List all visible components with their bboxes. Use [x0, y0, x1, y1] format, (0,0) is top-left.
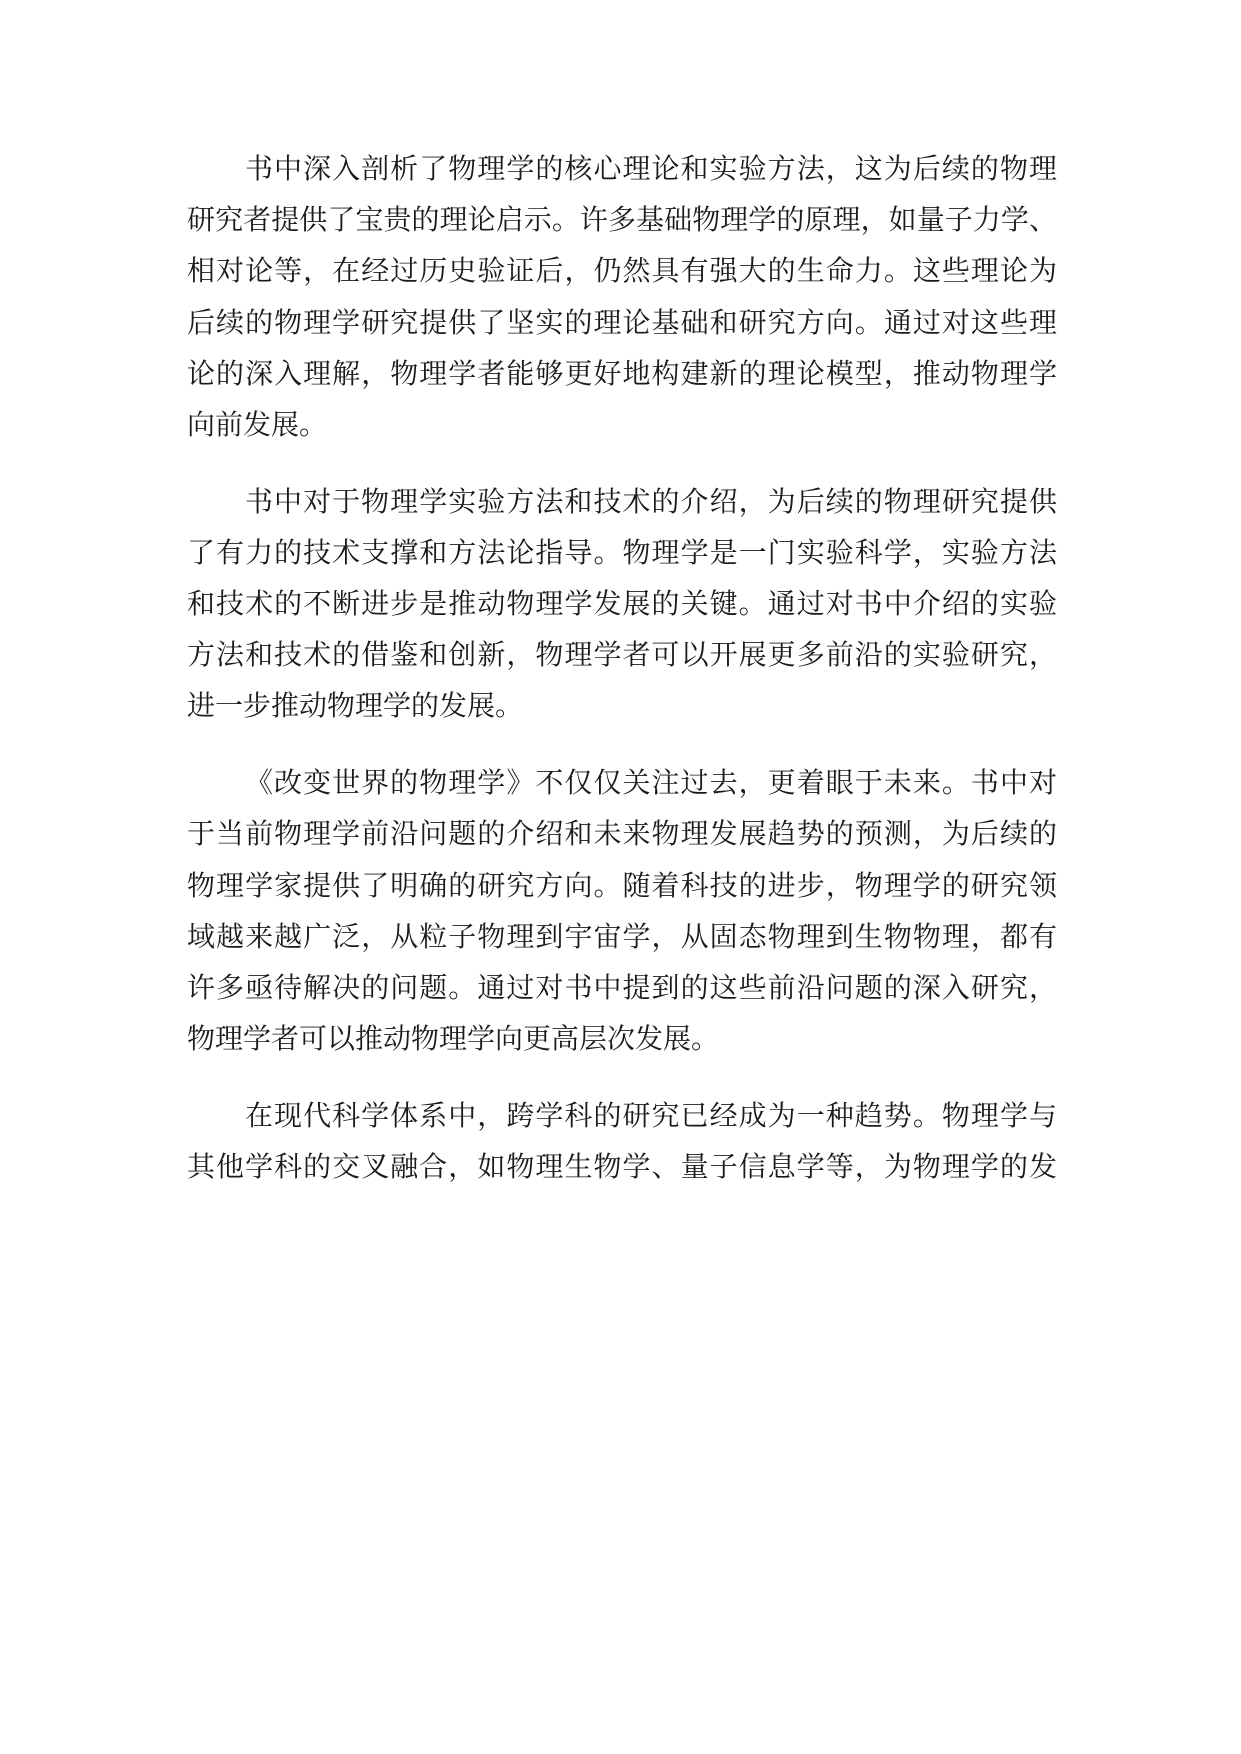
body-text	[187, 143, 1057, 1192]
text-line: 后续的物理学研究提供了坚实的理论基础和研究方向。通过对这些理	[187, 305, 1057, 339]
text-line: 书中深入剖析了物理学的核心理论和实验方法，这为后续的物理	[245, 152, 1057, 185]
text-line: 于当前物理学前沿问题的介绍和未来物理发展趋势的预测，为后续的	[187, 817, 1057, 851]
paragraph-gap	[187, 1064, 1057, 1090]
text-line: 和技术的不断进步是推动物理学发展的关键。通过对书中介绍的实验	[187, 587, 1057, 621]
paragraph-gap	[187, 450, 1057, 476]
text-line: 许多亟待解决的问题。通过对书中提到的这些前沿问题的深入研究，	[187, 971, 1057, 1004]
text-line: 了有力的技术支撑和方法论指导。物理学是一门实验科学，实验方法	[187, 535, 1057, 569]
text-line: 向前发展。	[187, 407, 328, 441]
text-line: 书中对于物理学实验方法和技术的介绍，为后续的物理研究提供	[245, 484, 1057, 518]
text-line: 方法和技术的借鉴和创新，物理学者可以开展更多前沿的实验研究，	[187, 638, 1057, 672]
text-line: 研究者提供了宝贵的理论启示。许多基础物理学的原理，如量子力学、	[187, 203, 1057, 237]
text-line: 在现代科学体系中，跨学科的研究已经成为一种趋势。物理学与	[245, 1098, 1057, 1132]
paragraph-2	[187, 476, 1057, 732]
paragraph-gap	[187, 732, 1057, 758]
text-line: 物理学家提供了明确的研究方向。随着科技的进步，物理学的研究领	[187, 868, 1057, 902]
text-line: 进一步推动物理学的发展。	[187, 689, 524, 723]
paragraph-3	[187, 757, 1057, 1064]
paragraph-4	[187, 1090, 1057, 1192]
paragraph-1	[187, 143, 1057, 450]
text-line: 论的深入理解，物理学者能够更好地构建新的理论模型，推动物理学	[187, 356, 1057, 390]
text-line: 物理学者可以推动物理学向更高层次发展。	[187, 1022, 720, 1056]
text-line: 其他学科的交叉融合，如物理生物学、量子信息学等，为物理学的发	[187, 1150, 1057, 1184]
text-line: 《改变世界的物理学》不仅仅关注过去，更着眼于未来。书中对	[245, 766, 1057, 800]
text-line: 相对论等，在经过历史验证后，仍然具有强大的生命力。这些理论为	[187, 254, 1057, 288]
text-line: 域越来越广泛，从粒子物理到宇宙学，从固态物理到生物物理，都有	[187, 919, 1057, 953]
